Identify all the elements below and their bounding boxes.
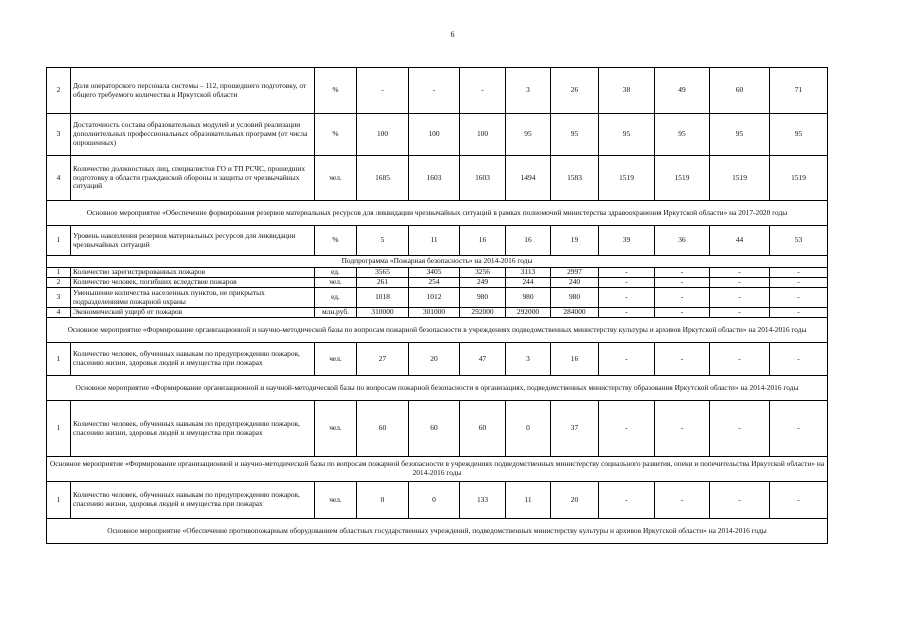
unit-cell: чел. — [315, 278, 357, 288]
value-cell: 0 — [506, 401, 551, 457]
unit-cell: ед. — [315, 268, 357, 278]
table-row — [47, 114, 828, 156]
value-cell: 60 — [710, 68, 770, 114]
value-cell: 1012 — [409, 288, 460, 308]
table-row — [47, 268, 828, 278]
table-row — [47, 226, 828, 256]
value-cell: 5 — [357, 226, 409, 256]
indicator-name: Количество зарегистрированных пожаров — [71, 268, 315, 278]
value-cell: 36 — [655, 226, 710, 256]
value-cell: - — [770, 288, 828, 308]
value-cell: - — [655, 482, 710, 519]
value-cell: 3256 — [460, 268, 506, 278]
value-cell: 20 — [409, 343, 460, 376]
value-cell: 1519 — [655, 156, 710, 201]
section-title: Основное мероприятие «Обеспечение противопожарным оборудованием областных государственных учреждений, подведомственных министерству культуры и архивов Иркутской области» на 2014-2016 годы — [47, 519, 828, 544]
section-title: Основное мероприятие «Формирование организационной и научной-методической базы по вопросам пожарной безопасности в организациях, подведомственных министерству образования Иркутской области» на 2014-2016 годы — [47, 376, 828, 401]
value-cell: - — [655, 401, 710, 457]
row-number: 4 — [47, 156, 71, 201]
value-cell: - — [710, 268, 770, 278]
value-cell: - — [770, 278, 828, 288]
value-cell: - — [770, 482, 828, 519]
table-row — [47, 308, 828, 318]
table-row — [47, 343, 828, 376]
unit-cell: ед. — [315, 288, 357, 308]
indicator-name: Доля операторского персонала системы – 112, прошедшего подготовку, от общего требуемого количества в Иркутской области — [71, 68, 315, 114]
value-cell: 37 — [551, 401, 599, 457]
value-cell: - — [599, 308, 655, 318]
value-cell: 1603 — [409, 156, 460, 201]
unit-cell: % — [315, 226, 357, 256]
value-cell: 95 — [551, 114, 599, 156]
row-number: 4 — [47, 308, 71, 318]
indicator-name: Количество должностных лиц, специалистов ГО и ТП РСЧС, прошедших подготовку в области гражданской обороны и защиты от чрезвычайных ситуаций — [71, 156, 315, 201]
unit-cell: чел. — [315, 343, 357, 376]
value-cell: - — [710, 482, 770, 519]
table-row — [47, 482, 828, 519]
value-cell: 0 — [357, 482, 409, 519]
indicator-name: Достаточность состава образовательных модулей и условий реализации дополнительных профессиональных образовательных программ (от числа опрошенных) — [71, 114, 315, 156]
value-cell: 16 — [506, 226, 551, 256]
indicator-name: Количество человек, обученных навыкам по предупреждению пожаров, спасению жизни, здоровья людей и имущества при пожарах — [71, 401, 315, 457]
value-cell: - — [599, 288, 655, 308]
value-cell: - — [655, 308, 710, 318]
value-cell: 95 — [599, 114, 655, 156]
value-cell: 261 — [357, 278, 409, 288]
value-cell: 71 — [770, 68, 828, 114]
table-row — [47, 278, 828, 288]
table-row — [47, 288, 828, 308]
value-cell: - — [655, 288, 710, 308]
row-number: 1 — [47, 226, 71, 256]
value-cell: - — [599, 268, 655, 278]
value-cell: 3 — [506, 343, 551, 376]
value-cell: 95 — [770, 114, 828, 156]
value-cell: 19 — [551, 226, 599, 256]
value-cell: 3113 — [506, 268, 551, 278]
value-cell: 980 — [460, 288, 506, 308]
value-cell: - — [655, 343, 710, 376]
table-row — [47, 156, 828, 201]
row-number: 1 — [47, 482, 71, 519]
value-cell: 47 — [460, 343, 506, 376]
row-number: 3 — [47, 114, 71, 156]
value-cell: - — [460, 68, 506, 114]
table-body — [47, 68, 828, 544]
indicator-name: Количество человек, обученных навыкам по предупреждению пожаров, спасению жизни, здоровья людей и имущества при пожарах — [71, 482, 315, 519]
value-cell: - — [710, 308, 770, 318]
row-number: 1 — [47, 268, 71, 278]
value-cell: 3 — [506, 68, 551, 114]
indicator-name: Экономический ущерб от пожаров — [71, 308, 315, 318]
value-cell: 11 — [506, 482, 551, 519]
section-row — [47, 457, 828, 482]
unit-cell: % — [315, 68, 357, 114]
value-cell: 1494 — [506, 156, 551, 201]
value-cell: 16 — [551, 343, 599, 376]
value-cell: 44 — [710, 226, 770, 256]
value-cell: - — [599, 343, 655, 376]
value-cell: 1685 — [357, 156, 409, 201]
value-cell: - — [770, 308, 828, 318]
section-row — [47, 318, 828, 343]
value-cell: 1519 — [770, 156, 828, 201]
table-row — [47, 68, 828, 114]
unit-cell: млн.руб. — [315, 308, 357, 318]
value-cell: 60 — [409, 401, 460, 457]
value-cell: 1018 — [357, 288, 409, 308]
value-cell: 2997 — [551, 268, 599, 278]
section-row — [47, 519, 828, 544]
row-number: 2 — [47, 68, 71, 114]
value-cell: 1583 — [551, 156, 599, 201]
value-cell: 16 — [460, 226, 506, 256]
section-row — [47, 256, 828, 268]
row-number: 2 — [47, 278, 71, 288]
indicator-name: Количество человек, погибших вследствие пожаров — [71, 278, 315, 288]
value-cell: 980 — [506, 288, 551, 308]
section-row — [47, 201, 828, 226]
value-cell: - — [655, 268, 710, 278]
value-cell: - — [599, 401, 655, 457]
value-cell: 53 — [770, 226, 828, 256]
page-number: 6 — [450, 30, 455, 39]
value-cell: - — [770, 401, 828, 457]
value-cell: 3405 — [409, 268, 460, 278]
value-cell: 95 — [710, 114, 770, 156]
value-cell: 310000 — [357, 308, 409, 318]
value-cell: 60 — [357, 401, 409, 457]
value-cell: - — [710, 401, 770, 457]
value-cell: 133 — [460, 482, 506, 519]
value-cell: 39 — [599, 226, 655, 256]
value-cell: 244 — [506, 278, 551, 288]
value-cell: 254 — [409, 278, 460, 288]
value-cell: - — [409, 68, 460, 114]
value-cell: 980 — [551, 288, 599, 308]
value-cell: - — [599, 482, 655, 519]
value-cell: - — [770, 343, 828, 376]
value-cell: 95 — [655, 114, 710, 156]
indicator-name: Количество человек, обученных навыкам по предупреждению пожаров, спасению жизни, здоровья людей и имущества при пожарах — [71, 343, 315, 376]
value-cell: 11 — [409, 226, 460, 256]
value-cell: 1519 — [599, 156, 655, 201]
value-cell: 38 — [599, 68, 655, 114]
section-title: Основное мероприятие «Формирование организационной и научно-методической базы по вопросам пожарной безопасности в учреждениях подведомственных министерству культуры и архивов Иркутской области» на 2014-2016 годы — [47, 318, 828, 343]
value-cell: - — [710, 278, 770, 288]
value-cell: 100 — [409, 114, 460, 156]
value-cell: - — [710, 343, 770, 376]
value-cell: 1519 — [710, 156, 770, 201]
value-cell: 3565 — [357, 268, 409, 278]
unit-cell: % — [315, 114, 357, 156]
table-row — [47, 401, 828, 457]
unit-cell: чел. — [315, 401, 357, 457]
unit-cell: чел. — [315, 156, 357, 201]
value-cell: 292000 — [506, 308, 551, 318]
value-cell: 26 — [551, 68, 599, 114]
value-cell: - — [357, 68, 409, 114]
value-cell: - — [710, 288, 770, 308]
row-number: 3 — [47, 288, 71, 308]
value-cell: 249 — [460, 278, 506, 288]
value-cell: 27 — [357, 343, 409, 376]
value-cell: 292000 — [460, 308, 506, 318]
indicator-name: Уровень накопления резервов материальных ресурсов для ликвидации чрезвычайных ситуаций — [71, 226, 315, 256]
value-cell: 284000 — [551, 308, 599, 318]
section-title: Подпрограмма «Пожарная безопасность» на 2014-2016 годы — [47, 256, 828, 268]
section-title: Основное мероприятие «Обеспечение формирования резервов материальных ресурсов для ликвидации чрезвычайных ситуаций в рамках полномочий министерства здравоохранения Иркутской области» на 2017-2020 годы — [47, 201, 828, 226]
value-cell: - — [770, 268, 828, 278]
value-cell: 240 — [551, 278, 599, 288]
value-cell: 60 — [460, 401, 506, 457]
indicators-table — [46, 67, 828, 544]
value-cell: 49 — [655, 68, 710, 114]
section-row — [47, 376, 828, 401]
unit-cell: чел. — [315, 482, 357, 519]
value-cell: - — [655, 278, 710, 288]
value-cell: 100 — [460, 114, 506, 156]
row-number: 1 — [47, 343, 71, 376]
value-cell: 301000 — [409, 308, 460, 318]
value-cell: 100 — [357, 114, 409, 156]
value-cell: 1603 — [460, 156, 506, 201]
row-number: 1 — [47, 401, 71, 457]
indicator-name: Уменьшение количества населенных пунктов, не прикрытых подразделениями пожарной охраны — [71, 288, 315, 308]
value-cell: 20 — [551, 482, 599, 519]
value-cell: 0 — [409, 482, 460, 519]
value-cell: - — [599, 278, 655, 288]
section-title: Основное мероприятие «Формирование организационной и научно-методической базы по вопросам пожарной безопасности в учреждениях подведомственных министерству социального развития, опеки и попечительства Иркутской области» на 2014-2016 годы — [47, 457, 828, 482]
value-cell: 95 — [506, 114, 551, 156]
